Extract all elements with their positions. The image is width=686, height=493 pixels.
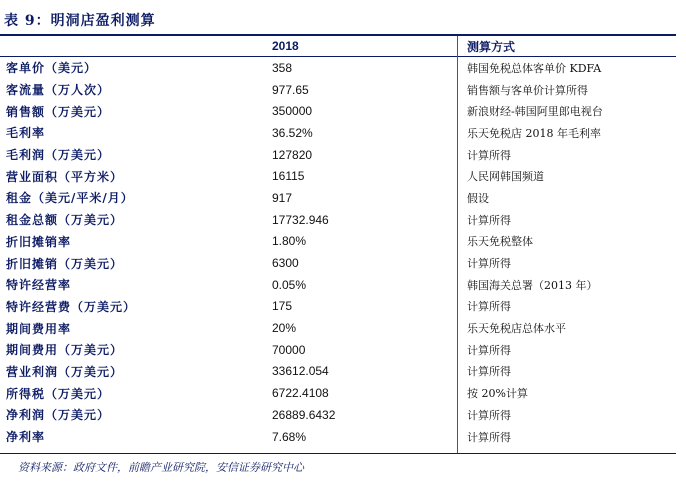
row-value: 127820 (272, 147, 313, 162)
row-method: 计算所得 (467, 343, 511, 357)
row-method: 计算所得 (467, 365, 511, 379)
table-row (0, 165, 676, 187)
table-row (0, 382, 676, 404)
column-divider (457, 36, 458, 453)
table-row (0, 187, 676, 209)
row-method: 计算所得 (467, 257, 511, 271)
table-row (0, 339, 676, 361)
row-item-label: 毛利润（万美元） (6, 148, 111, 163)
row-item-label: 毛利率 (6, 126, 46, 141)
row-item-label: 折旧摊销率 (6, 234, 72, 249)
row-method: 计算所得 (467, 213, 511, 227)
table-row (0, 317, 676, 339)
row-item-label: 销售额（万美元） (6, 104, 111, 119)
row-value: 175 (272, 299, 293, 314)
row-method: 韩国免税总体客单价 KDFA (467, 61, 602, 75)
row-value: 917 (272, 190, 293, 205)
table-row (0, 426, 676, 448)
table-title: 表 9：明洞店盈利测算 (4, 13, 156, 29)
row-value: 70000 (272, 342, 306, 357)
table-bottom-rule (0, 453, 676, 454)
row-item-label: 期间费用（万美元） (6, 343, 124, 358)
table-row (0, 144, 676, 166)
header-method: 测算方式 (457, 36, 676, 57)
row-value: 36.52% (272, 125, 313, 140)
row-item-label: 净利润（万美元） (6, 408, 111, 423)
row-method: 乐天免税店总体水平 (467, 322, 566, 336)
table-row (0, 57, 676, 79)
row-method: 计算所得 (467, 148, 511, 162)
row-value: 20% (272, 321, 297, 336)
row-value: 33612.054 (272, 364, 329, 379)
row-value: 6722.4108 (272, 386, 329, 401)
row-item-label: 所得税（万美元） (6, 386, 111, 401)
source-note: 资料来源：政府文件，前瞻产业研究院，安信证券研究中心 (18, 461, 304, 474)
row-value: 977.65 (272, 82, 309, 97)
row-item-label: 期间费用率 (6, 321, 72, 336)
row-item-label: 营业面积（平方米） (6, 169, 124, 184)
table-header-row (0, 36, 676, 57)
row-method: 韩国海关总署（2013 年） (467, 278, 598, 292)
row-item-label: 租金总额（万美元） (6, 213, 124, 228)
row-value: 16115 (272, 169, 305, 184)
row-value: 17732.946 (272, 212, 329, 227)
row-item-label: 客单价（美元） (6, 61, 98, 76)
row-method: 假设 (467, 191, 489, 205)
header-item (0, 36, 270, 57)
row-item-label: 营业利润（万美元） (6, 364, 124, 379)
row-method: 计算所得 (467, 300, 511, 314)
row-method: 计算所得 (467, 408, 511, 422)
table-row (0, 361, 676, 383)
row-value: 1.80% (272, 234, 307, 249)
row-item-label: 净利率 (6, 430, 46, 445)
row-method: 按 20%计算 (467, 387, 528, 401)
row-item-label: 折旧摊销（万美元） (6, 256, 124, 271)
row-method: 乐天免税整体 (467, 235, 533, 249)
table-row (0, 100, 676, 122)
table-row (0, 404, 676, 426)
row-value: 350000 (272, 104, 313, 119)
row-item-label: 租金（美元/平米/月） (6, 191, 134, 206)
table-row (0, 79, 676, 101)
table-row (0, 122, 676, 144)
table-row (0, 296, 676, 318)
header-year: 2018 (270, 36, 457, 57)
table-row (0, 231, 676, 253)
profit-estimate-table (0, 36, 676, 447)
row-value: 6300 (272, 256, 299, 271)
table-row (0, 252, 676, 274)
row-method: 销售额与客单价计算所得 (467, 83, 588, 97)
row-method: 新浪财经-韩国阿里郎电视台 (467, 105, 603, 119)
table-row (0, 209, 676, 231)
table-body (0, 57, 676, 448)
row-item-label: 特许经营费（万美元） (6, 299, 137, 314)
row-value: 7.68% (272, 429, 307, 444)
row-method: 乐天免税店 2018 年毛利率 (467, 126, 601, 140)
row-value: 358 (272, 60, 293, 75)
row-method: 计算所得 (467, 430, 511, 444)
row-method: 人民网韩国频道 (467, 170, 544, 184)
row-item-label: 特许经营率 (6, 278, 72, 293)
row-item-label: 客流量（万人次） (6, 83, 111, 98)
row-value: 26889.6432 (272, 407, 336, 422)
table-row (0, 274, 676, 296)
row-value: 0.05% (272, 277, 307, 292)
